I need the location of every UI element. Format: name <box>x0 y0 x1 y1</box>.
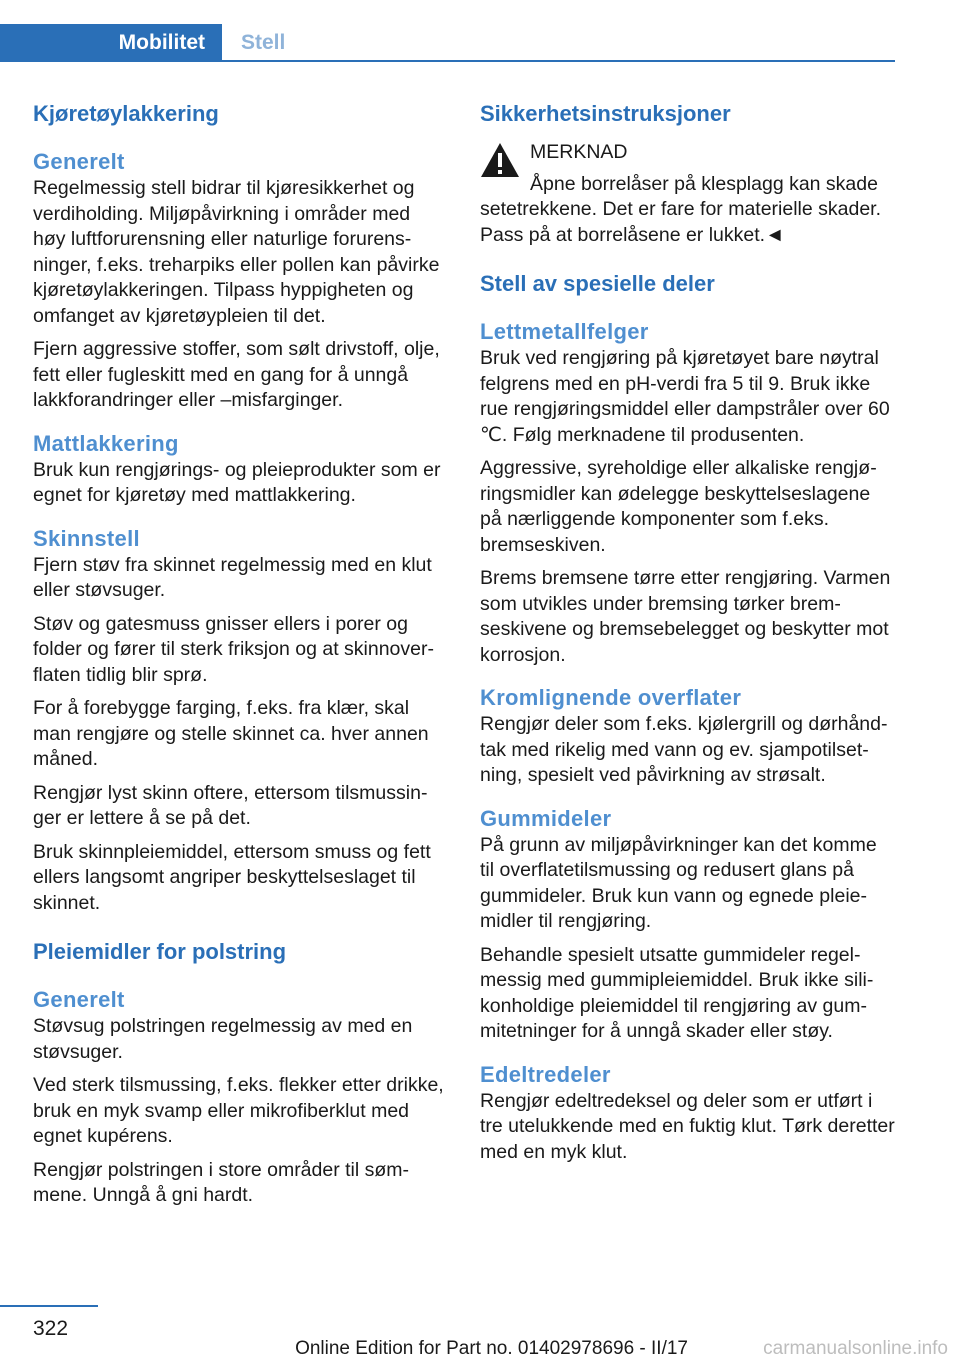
subsection-title: Kromlignende overflater <box>480 685 742 710</box>
warning-triangle-icon <box>480 142 520 178</box>
subsection-title: Generelt <box>33 987 125 1012</box>
subsection-title: Generelt <box>33 149 125 174</box>
subsection-generelt <box>33 148 448 414</box>
paragraph: Bruk kun rengjørings- og pleieprodukter som er egnet for kjøretøy med mattlakkering. <box>33 458 441 506</box>
right-column <box>480 100 895 1181</box>
footer-rule <box>0 1305 98 1307</box>
subsection-skinnstell <box>33 525 448 917</box>
warning-text: Åpne borrelåser på klesplagg kan skade setetrekkene. Det er fare for materielle skader. Pass på at borrelåsene er lukket.◄ <box>480 172 882 246</box>
section-heading: Pleiemidler for polstring <box>33 939 287 964</box>
warning-box <box>480 140 895 248</box>
paragraph: Fjern aggressive stoffer, som sølt drivstoff, olje, fett eller fugleskitt med en gang for å unngå lakkforandringer eller –misfarginger. <box>33 338 440 411</box>
left-column <box>33 100 448 1225</box>
paragraph: Aggressive, syreholdige eller alkaliske rengjøringsmidler kan ødelegge beskyttelseslagene på nærliggende komponenter som f.eks. bremseskiven. <box>480 457 877 556</box>
section-heading: Sikkerhetsinstruksjoner <box>480 101 731 126</box>
paragraph: Regelmessig stell bidrar til kjøresikkerhet og verdiholding. Miljøpåvirkning i områder med høy luftforurensning eller naturlige forurensninger, f.eks. treharpiks eller pollen kan påvirke kjøretøylakkeringen. Tilpass hyppigheten og omfanget av kjøretøypleien til det. <box>33 177 440 327</box>
paragraph: Rengjør lyst skinn oftere, ettersom tilsmussinger er lettere å se på det. <box>33 781 428 829</box>
subsection-title: Lettmetallfelger <box>480 319 649 344</box>
paragraph: Rengjør edeltredeksel og deler som er utført i tre utelukkende med en fuktig klut. Tørk deretter med en myk klut. <box>480 1089 895 1163</box>
tab-label: Mobilitet <box>118 31 205 54</box>
paragraph: Fjern støv fra skinnet regelmessig med en klut eller støvsuger. <box>33 553 432 601</box>
paragraph: Rengjør polstringen i store områder til sømmene. Unngå å gni hardt. <box>33 1158 410 1206</box>
subsection-generelt-polstring <box>33 986 448 1209</box>
paragraph: Bruk skinnpleiemiddel, ettersom smuss og fett ellers langsomt angriper beskyttelseslaget til skinnet. <box>33 840 431 914</box>
subsection-title: Skinnstell <box>33 525 140 551</box>
paragraph: Støv og gatesmuss gnisser ellers i porer og folder og fører til sterk friksjon og at skinnoverflaten tidlig blir sprø. <box>33 612 434 686</box>
paragraph: Rengjør deler som f.eks. kjølergrill og dørhåndtak med rikelig med vann og ev. sjampotilsetning, spesielt ved påvirkning av strøsalt. <box>480 713 888 786</box>
subsection-kromlignende-overflater <box>480 684 895 789</box>
edition-note: Online Edition for Part no. 01402978696 - II/17 <box>295 1338 688 1359</box>
tab-mobilitet[interactable] <box>0 24 222 62</box>
section-heading: Kjøretøylakkering <box>33 101 219 126</box>
section-heading: Stell av spesielle deler <box>480 271 715 296</box>
paragraph: Bruk ved rengjøring på kjøretøyet bare nøytral felgrens med en pH-verdi fra 5 til 9. Bruk ikke rue rengjøringsmiddel eller dampstråler over 60 ℃. Følg merknadene til produsenten. <box>480 347 890 446</box>
paragraph: Brems bremsene tørre etter rengjøring. Varmen som utvikles under bremsing tørker bremseskivene og bremsebelegget og beskytter mot korrosjon. <box>480 567 891 666</box>
paragraph: På grunn av miljøpåvirkninger kan det komme til overflatetilsmussing og redusert glans på gummideler. Bruk kun vann og egnede pleiemidler til rengjøring. <box>480 833 877 932</box>
subsection-mattlakkering <box>33 430 448 509</box>
tab-underline <box>0 60 895 62</box>
paragraph: Støvsug polstringen regelmessig av med en støvsuger. <box>33 1015 413 1063</box>
subsection-title: Gummideler <box>480 805 612 831</box>
page-number: 322 <box>33 1317 69 1340</box>
watermark: carmanualsonline.info <box>763 1338 948 1359</box>
paragraph: Behandle spesielt utsatte gummideler regelmessig med gummipleiemiddel. Bruk ikke silikonholdige pleiemiddel til rengjøring av gummitetninger for å unngå skader eller støy. <box>480 943 874 1042</box>
tab-label: Stell <box>241 31 286 54</box>
tab-stell[interactable] <box>222 24 352 62</box>
chapter-tabbar <box>0 0 895 62</box>
subsection-title: Mattlakkering <box>33 430 179 456</box>
paragraph: For å forebygge farging, f.eks. fra klær, skal man rengjøre og stelle skinnet ca. hver annen måned. <box>33 697 429 770</box>
paragraph: Ved sterk tilsmussing, f.eks. flekker etter drikke, bruk en myk svamp eller mikrofiberklut med egnet kupérens. <box>33 1074 444 1147</box>
subsection-gummideler <box>480 805 895 1045</box>
subsection-title: Edeltredeler <box>480 1061 611 1087</box>
warning-title: MERKNAD <box>530 141 628 163</box>
subsection-lettmetallfelger <box>480 318 895 668</box>
subsection-edeltredeler <box>480 1061 895 1166</box>
